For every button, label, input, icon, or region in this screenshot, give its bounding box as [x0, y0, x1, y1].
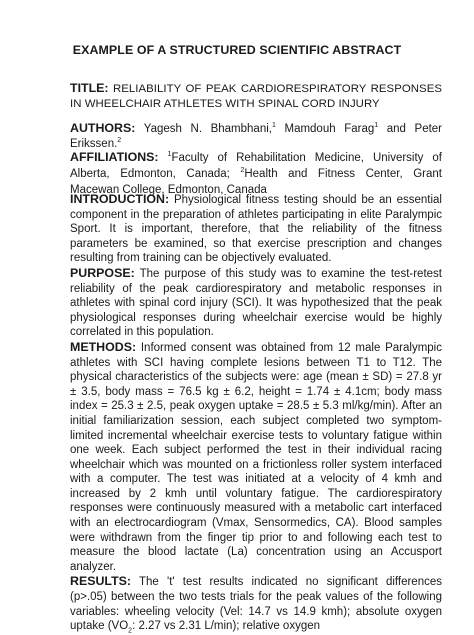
- affiliation-1: Faculty of Rehabilitation Medicine, University of Alberta, Edmonton, Canada;: [70, 152, 442, 180]
- aff-1-sup: 1: [167, 151, 172, 159]
- introduction-paragraph: [70, 192, 442, 266]
- purpose-label: PURPOSE:: [70, 265, 135, 280]
- purpose-paragraph: [70, 266, 442, 340]
- author-3-sup: 2: [117, 136, 122, 144]
- author-1: Yagesh N. Bhambhani,: [143, 123, 272, 135]
- title-section: [70, 81, 442, 111]
- author-3: and Peter Erikssen.: [70, 123, 443, 150]
- methods-text: Informed consent was obtained from 12 male Paralympic athletes with SCI having complete lesions between T1 to T12. The physical characteristics of the subjects were: age (mean ± SD) = 27.8 yr ± 3.5, body mass = 76.5 kg ± 6.2, height = 1.74 ± 4.1cm; body mass index = 25.3 ± 2.5, peak oxygen uptake = 28.5 ± 5.3 ml/kg/min). After an initial familiarization session, each subject completed two symptom-limited incremental wheelchair exercise tests to voluntary fatigue within one week. Each subject performed the test in their individual racing wheelchair which was mounted on a frictionless roller system interfaced with a computer. The test was initiated at a velocity of 4 kmh and increased by 2 kmh until voluntary fatigue. The cardiorespiratory responses were continuously measured with a metabolic cart interfaced with an electrocardiogram (Vmax, Sensormedics, CA). Blood samples were withdrawn from the finger tip prior to and following each test to measure the blood lactate (La) concentration using an Accusport analyzer.: [70, 341, 442, 573]
- author-2-sup: 1: [374, 122, 379, 130]
- author-1-sup: 1: [271, 122, 276, 130]
- affiliations-section: [70, 149, 442, 198]
- methods-label: METHODS:: [70, 339, 137, 354]
- results-text: The 't' test results indicated no significant differences (p>.05) between the two tests trials for the peak values of the following variables: wheeling velocity (Vel: 14.7 vs 14.9 kmh); absolute oxygen uptake (VO: [70, 576, 442, 633]
- results-text-cont: : 2.27 vs 2.31 L/min); relative oxygen: [132, 620, 321, 633]
- introduction-text: Physiological fitness testing should be an essential component in the preparation of athletes participating in elite Paralympic Sport. It is important, therefore, that the reliability of the fitness parameters be examined, so that exercise prescription and changes resulting from training can be objectively evaluated.: [70, 194, 442, 265]
- author-2: Mamdouh Farag: [284, 123, 375, 135]
- title-label: TITLE:: [70, 81, 109, 95]
- affiliations-label: AFFILIATIONS:: [70, 150, 159, 164]
- abstract-body: [70, 192, 442, 634]
- affiliation-2: Health and Fitness Center, Grant Macewan College, Edmonton, Canada: [70, 168, 442, 196]
- introduction-label: INTRODUCTION:: [70, 192, 170, 206]
- results-label: RESULTS:: [70, 574, 132, 589]
- methods-paragraph: [70, 340, 442, 575]
- authors-section: [70, 121, 442, 151]
- results-paragraph: [70, 574, 442, 633]
- results-sub: 2: [128, 627, 133, 635]
- purpose-text: The purpose of this study was to examine the test-retest reliability of the peak cardiorespiratory and metabolic responses in athletes with spinal cord injury (SCI). It was hypothesized that the peak physiological responses during wheelchair exercise would be highly correlated in this population.: [70, 267, 442, 339]
- aff-2-sup: 2: [240, 167, 245, 175]
- document-title: EXAMPLE OF A STRUCTURED SCIENTIFIC ABSTRACT: [72, 43, 402, 57]
- title-text: RELIABILITY OF PEAK CARDIORESPIRATORY RESPONSES IN WHEELCHAIR ATHLETES WITH SPINAL CORD INJURY: [70, 83, 442, 110]
- authors-label: AUTHORS:: [70, 121, 136, 135]
